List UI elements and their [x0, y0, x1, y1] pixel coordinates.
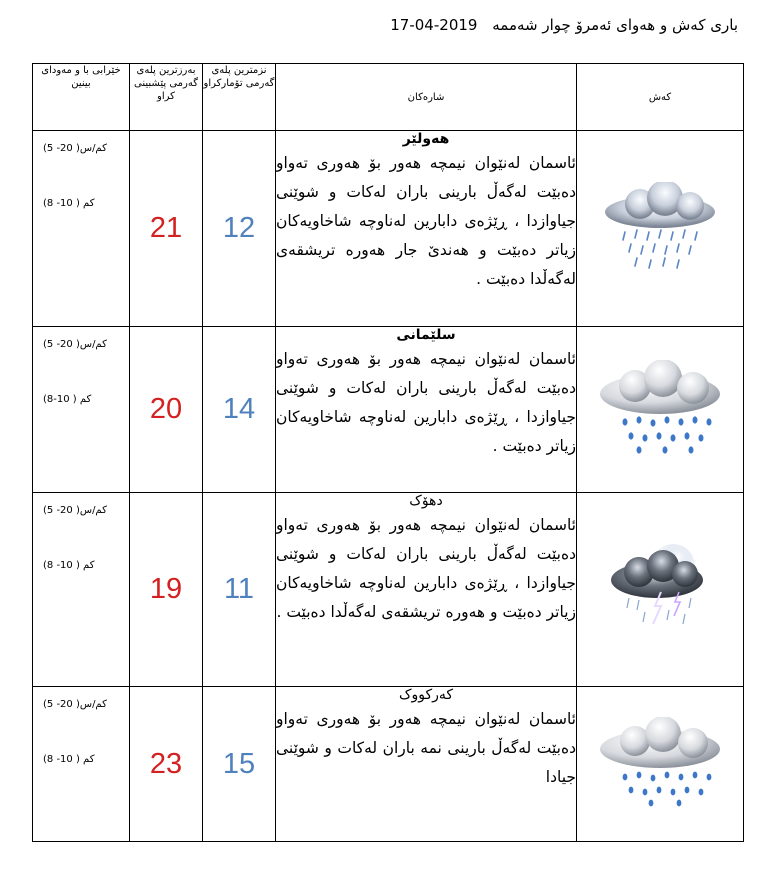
title-text: باری کەش و هەوای ئەمرۆ چوار شەممە	[492, 16, 738, 34]
condition-cell	[276, 687, 577, 842]
condition-cell	[276, 131, 577, 327]
weather-icon-cell	[577, 131, 744, 327]
weather-icon-cell	[577, 687, 744, 842]
condition-description: ئاسمان لەنێوان نیمچە هەور بۆ هەوری تەواو دەبێت لەگەڵ بارینی نمە باران لەکات و شوێنی جیادا	[276, 710, 576, 786]
header-wind-visibility: خێرابی با و مەودای بینین	[33, 64, 130, 131]
max-temp: 21	[130, 131, 203, 327]
min-temp: 14	[203, 327, 276, 493]
wind-speed: (5 -20 )کم/س	[43, 143, 107, 154]
wind-speed: (5 -20 )کم/س	[43, 339, 107, 350]
wind-visibility-cell	[33, 131, 130, 327]
rain-cloud-icon	[595, 182, 725, 272]
city-name: کەرکووک	[398, 687, 454, 703]
visibility: (8-10 ) کم	[43, 394, 92, 405]
wind-visibility-cell	[33, 327, 130, 493]
table-row	[33, 493, 744, 687]
weather-icon-cell	[577, 327, 744, 493]
thunderstorm-icon	[605, 540, 715, 635]
max-temp: 23	[130, 687, 203, 842]
forecast-table	[32, 63, 744, 842]
city-name: هەولێر	[402, 131, 450, 147]
condition-cell	[276, 493, 577, 687]
min-temp: 15	[203, 687, 276, 842]
header-cities: شارەکان	[276, 64, 577, 131]
wind-speed: (5 -20 )کم/س	[43, 505, 107, 516]
table-row	[33, 327, 744, 493]
wind-visibility-cell	[33, 687, 130, 842]
wind-visibility-cell	[33, 493, 130, 687]
condition-cell	[276, 327, 577, 493]
city-name: دهۆک	[409, 493, 443, 509]
table-row	[33, 687, 744, 842]
min-temp: 11	[203, 493, 276, 687]
page-title	[390, 16, 738, 34]
city-name: سلێمانی	[396, 327, 456, 343]
rain-cloud-icon	[595, 360, 725, 455]
max-temp: 20	[130, 327, 203, 493]
header-max-temp: بەرزترین پلەی گەرمی پێشبینی کراو	[130, 64, 203, 131]
condition-description: ئاسمان لەنێوان نیمچە هەور بۆ هەوری تەواو دەبێت لەگەڵ بارینی باران لەکات و شوێنی جیاوازدا ، ڕێژەی دابارین لەناوچە شاخاویەکان زیاتر دەبێت و هەورە تریشقەی لەگەڵدا دەبێت .	[276, 516, 576, 621]
table-row	[33, 131, 744, 327]
visibility: (8 -10 ) کم	[43, 560, 95, 571]
header-weather: کەش	[577, 64, 744, 131]
condition-description: ئاسمان لەنێوان نیمچە هەور بۆ هەوری تەواو دەبێت لەگەڵ بارینی باران لەکات و شوێنی جیاوازدا ، ڕێژەی دابارین لەناوچە شاخاویەکان زیاتر دەبێت .	[276, 350, 576, 455]
min-temp: 12	[203, 131, 276, 327]
header-min-temp: نزمترین پلەی گەرمی تۆمارکراو	[203, 64, 276, 131]
rain-cloud-icon	[595, 717, 725, 807]
title-date: 2019-04-17	[390, 16, 478, 34]
wind-speed: (5 -20 )کم/س	[43, 699, 107, 710]
header-row	[33, 64, 744, 131]
weather-icon-cell	[577, 493, 744, 687]
condition-description: ئاسمان لەنێوان نیمچە هەور بۆ هەوری تەواو دەبێت لەگەڵ بارینی باران لەکات و شوێنی جیاوازدا ، ڕێژەی دابارین لەناوچە شاخاویەکان زیاتر دەبێت و هەندێ جار هەورە تریشقەی لەگەڵدا دەبێت .	[276, 154, 576, 288]
max-temp: 19	[130, 493, 203, 687]
visibility: (8 -10 ) کم	[43, 198, 95, 209]
visibility: (8 -10 ) کم	[43, 754, 95, 765]
